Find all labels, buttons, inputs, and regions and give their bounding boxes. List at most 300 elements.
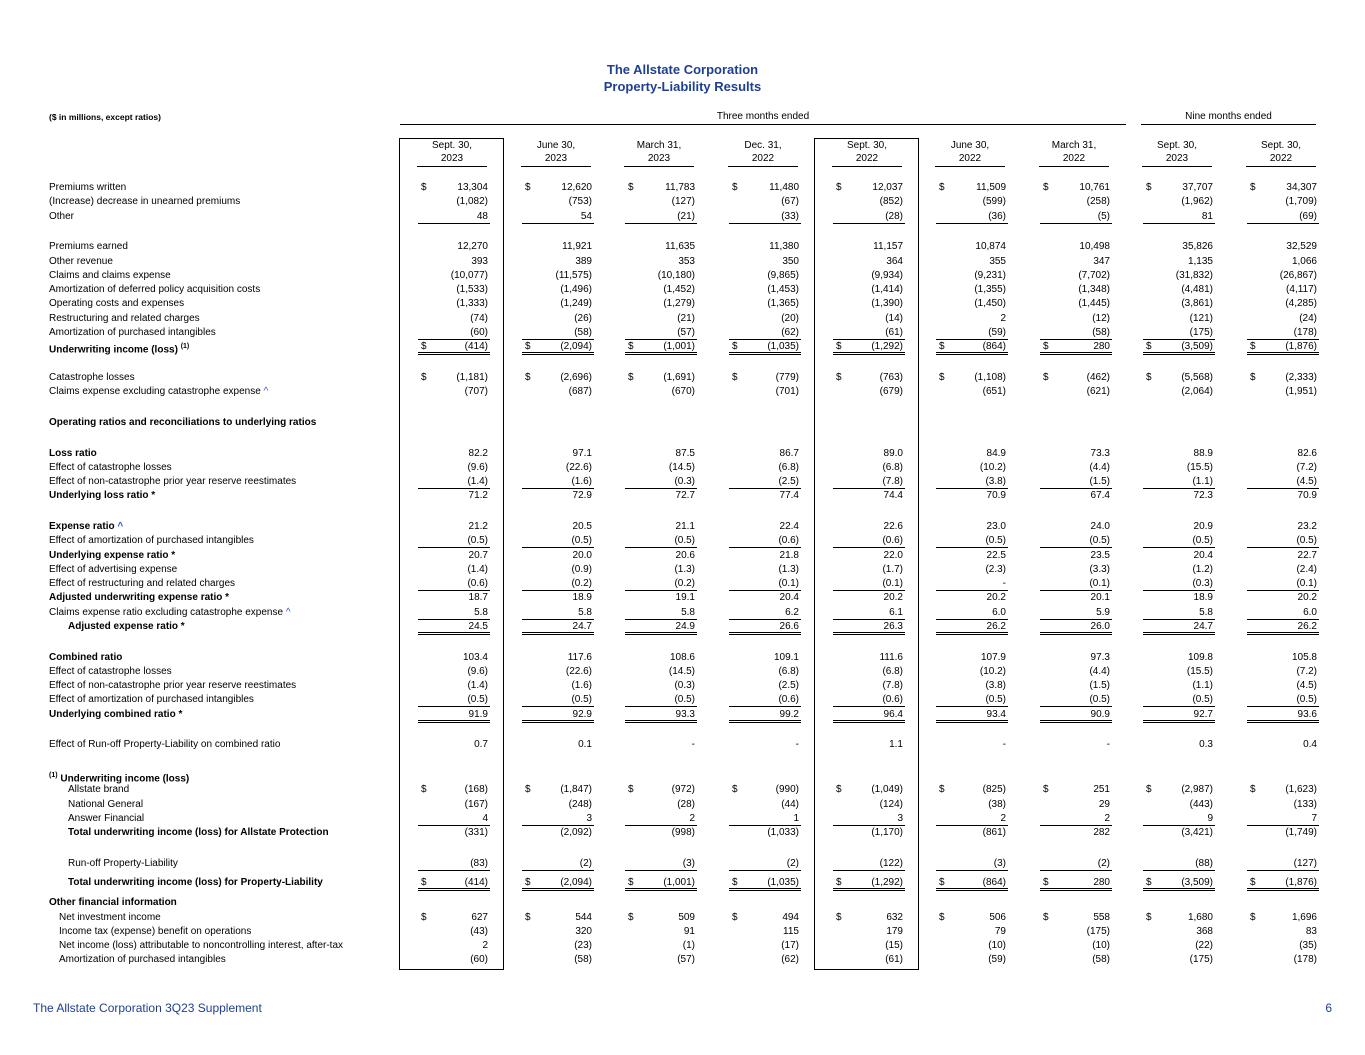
cell-value: 3 — [586, 813, 592, 824]
row-label — [49, 549, 175, 562]
table-cell — [729, 195, 801, 208]
table-cell — [1143, 606, 1215, 620]
table-cell — [936, 489, 1008, 502]
table-row — [0, 798, 1365, 812]
table-cell — [729, 312, 801, 325]
table-cell — [418, 826, 490, 839]
cell-value: 26.2 — [1297, 621, 1317, 632]
dollar-sign: $ — [836, 784, 842, 795]
table-cell — [833, 385, 905, 398]
cell-value: (679) — [879, 386, 903, 397]
table-cell — [1247, 651, 1319, 664]
cell-value: (62) — [781, 954, 799, 965]
table-cell — [936, 340, 1008, 355]
cell-value: 92.7 — [1193, 709, 1213, 720]
table-cell — [522, 447, 594, 460]
row-label — [49, 896, 177, 909]
row-label-text: Answer Financial — [68, 813, 145, 824]
row-label — [59, 911, 161, 924]
table-cell — [1143, 708, 1215, 723]
row-label-text: Underlying combined ratio * — [49, 709, 183, 720]
cell-value: (0.1) — [1089, 578, 1110, 589]
table-cell — [729, 326, 801, 340]
table-cell — [1247, 269, 1319, 282]
table-cell — [1247, 925, 1319, 938]
cell-value: 22.7 — [1297, 550, 1317, 561]
table-cell — [625, 240, 697, 253]
table-row — [0, 195, 1365, 209]
cell-value: (178) — [1293, 327, 1317, 338]
cell-value: (0.3) — [1192, 578, 1213, 589]
cell-value: (127) — [1293, 858, 1317, 869]
row-label-text: Net income (loss) attributable to noncontrolling interest, after-tax — [59, 940, 344, 951]
table-cell — [522, 255, 594, 268]
cell-value: (1,623) — [1285, 784, 1317, 795]
cell-value: 18.7 — [468, 592, 488, 603]
row-label — [49, 489, 155, 502]
row-label-text: Underwriting income (loss) — [49, 344, 178, 356]
table-cell — [1040, 857, 1112, 871]
cell-value: (2.5) — [778, 680, 799, 691]
cell-value: (6.8) — [778, 666, 799, 677]
cell-value: (1,348) — [1078, 284, 1110, 295]
group-three-months: Three months ended — [716, 111, 810, 122]
cell-value: 368 — [1196, 926, 1213, 937]
table-cell — [729, 693, 801, 707]
table-cell — [729, 371, 801, 384]
cell-value: 20.0 — [572, 550, 592, 561]
table-cell — [729, 665, 801, 678]
cell-value: (0.6) — [882, 535, 903, 546]
cell-value: (20) — [781, 313, 799, 324]
row-label — [49, 534, 254, 547]
cell-value: (178) — [1293, 954, 1317, 965]
group-nine-months: Nine months ended — [1185, 111, 1272, 122]
cell-value: (4,481) — [1181, 284, 1213, 295]
cell-value: (1,496) — [560, 284, 592, 295]
table-cell — [1143, 312, 1215, 325]
column-header-year: 2023 — [544, 153, 568, 164]
table-cell — [1143, 520, 1215, 533]
cell-value: 77.4 — [779, 490, 799, 501]
cell-value: (998) — [671, 827, 695, 838]
table-cell — [729, 738, 801, 751]
dollar-sign: $ — [628, 877, 634, 888]
table-cell — [1247, 708, 1319, 723]
table-cell — [1040, 812, 1112, 826]
row-label-text: Effect of non-catastrophe prior year reserve reestimates — [49, 476, 297, 487]
table-cell — [1247, 283, 1319, 296]
table-cell — [522, 549, 594, 562]
cell-value: (1.1) — [1192, 680, 1213, 691]
cell-value: 20.9 — [1193, 521, 1213, 532]
cell-value: 20.2 — [883, 592, 903, 603]
row-label-text: Amortization of deferred policy acquisition costs — [49, 284, 261, 295]
cell-value: (972) — [671, 784, 695, 795]
row-label — [49, 693, 254, 706]
table-cell — [1247, 447, 1319, 460]
table-cell — [729, 857, 801, 871]
column-header-period: Sept. 30, — [846, 140, 888, 151]
cell-value: 4 — [482, 813, 488, 824]
cell-value: (22.6) — [565, 666, 592, 677]
cell-value: (2) — [1097, 858, 1110, 869]
cell-value: (443) — [1189, 799, 1213, 810]
table-cell — [1143, 911, 1215, 924]
cell-value: (825) — [982, 784, 1006, 795]
table-row — [0, 925, 1365, 939]
cell-value: (14.5) — [668, 462, 695, 473]
table-row — [0, 606, 1365, 620]
cell-value: 6.2 — [785, 607, 799, 618]
table-cell — [1247, 620, 1319, 635]
cell-value: (258) — [1086, 196, 1110, 207]
table-cell — [1040, 195, 1112, 208]
table-cell — [1040, 371, 1112, 384]
cell-value: 2 — [482, 940, 488, 951]
cell-value: 11,635 — [665, 241, 695, 252]
column-header — [407, 139, 497, 167]
cell-value: (61) — [885, 954, 903, 965]
column-header — [511, 139, 601, 167]
cell-value: (3.8) — [985, 680, 1006, 691]
table-cell — [418, 385, 490, 398]
table-cell — [833, 738, 905, 751]
cell-value: 89.0 — [883, 448, 903, 459]
cell-value: 109.1 — [773, 652, 799, 663]
table-cell — [418, 812, 490, 826]
cell-value: (1,033) — [767, 827, 799, 838]
cell-value: (21) — [677, 211, 695, 222]
table-cell — [833, 371, 905, 384]
table-row — [0, 255, 1365, 269]
table-cell — [833, 340, 905, 355]
cell-value: (414) — [464, 341, 488, 352]
column-header — [822, 139, 912, 167]
row-label — [49, 461, 172, 474]
cell-value: 29 — [1098, 799, 1110, 810]
row-label-text: Operating ratios and reconciliations to underlying ratios — [49, 417, 317, 428]
cell-value: 22.0 — [883, 550, 903, 561]
cell-value: 87.5 — [675, 448, 695, 459]
table-row — [0, 896, 1365, 910]
dollar-sign: $ — [1043, 912, 1049, 923]
table-cell — [418, 738, 490, 751]
table-cell — [1040, 620, 1112, 635]
table-cell — [833, 783, 905, 796]
table-cell — [729, 783, 801, 796]
cell-value: 92.9 — [572, 709, 592, 720]
table-cell — [729, 385, 801, 398]
row-label — [49, 738, 280, 751]
table-cell — [1247, 826, 1319, 839]
cell-value: 54 — [580, 211, 592, 222]
cell-value: (22.6) — [565, 462, 592, 473]
cell-value: (0.9) — [571, 564, 592, 575]
table-cell — [1143, 283, 1215, 296]
table-cell — [1040, 563, 1112, 576]
table-cell — [625, 857, 697, 871]
table-cell — [625, 577, 697, 591]
cell-value: (0.5) — [1296, 694, 1317, 705]
table-cell — [522, 651, 594, 664]
cell-value: (651) — [982, 386, 1006, 397]
table-cell — [936, 240, 1008, 253]
column-header-rule — [521, 166, 591, 167]
cell-value: (10,180) — [657, 270, 695, 281]
table-cell — [418, 461, 490, 474]
table-cell — [833, 447, 905, 460]
dollar-sign: $ — [836, 877, 842, 888]
cell-value: (0.6) — [778, 694, 799, 705]
cell-value: (9,934) — [871, 270, 903, 281]
row-label — [49, 240, 128, 253]
table-cell — [418, 620, 490, 635]
table-cell — [1040, 255, 1112, 268]
table-cell — [729, 826, 801, 839]
table-cell — [522, 620, 594, 635]
table-cell — [1143, 340, 1215, 355]
cell-value: (864) — [982, 877, 1006, 888]
cell-value: 90.9 — [1090, 709, 1110, 720]
table-cell — [418, 534, 490, 548]
cell-value: (43) — [470, 926, 488, 937]
cell-value: (31,832) — [1175, 270, 1213, 281]
cell-value: (1,749) — [1285, 827, 1317, 838]
table-cell — [1143, 738, 1215, 751]
cell-value: (0.5) — [1089, 535, 1110, 546]
table-row — [0, 620, 1365, 634]
cell-value: (10) — [1092, 940, 1110, 951]
table-cell — [729, 939, 801, 952]
dollar-sign: $ — [421, 372, 427, 383]
table-cell — [833, 520, 905, 533]
column-header-rule — [1039, 166, 1109, 167]
table-cell — [625, 708, 697, 723]
row-label — [68, 876, 323, 889]
table-cell — [522, 679, 594, 692]
cell-value: (4.4) — [1089, 666, 1110, 677]
cell-value: 320 — [575, 926, 592, 937]
table-cell — [522, 783, 594, 796]
cell-value: (44) — [781, 799, 799, 810]
cell-value: 6.1 — [889, 607, 903, 618]
table-cell — [625, 606, 697, 620]
cell-value: (1.4) — [467, 680, 488, 691]
table-cell — [1143, 651, 1215, 664]
cell-value: (2,092) — [560, 827, 592, 838]
table-cell — [936, 693, 1008, 707]
table-cell — [1143, 210, 1215, 224]
cell-value: (6.8) — [778, 462, 799, 473]
table-cell — [625, 312, 697, 325]
table-cell — [833, 826, 905, 839]
cell-value: (0.1) — [882, 578, 903, 589]
column-header-rule — [728, 166, 798, 167]
cell-value: 12,620 — [561, 182, 592, 193]
table-cell — [1040, 953, 1112, 966]
table-row — [0, 577, 1365, 591]
table-row — [0, 181, 1365, 195]
table-cell — [625, 563, 697, 576]
table-cell — [729, 651, 801, 664]
cell-value: 20.5 — [572, 521, 592, 532]
cell-value: (599) — [982, 196, 1006, 207]
column-header-rule — [624, 166, 694, 167]
cell-value: 72.7 — [675, 490, 695, 501]
cell-value: (2.5) — [778, 476, 799, 487]
row-label-text: Other financial information — [49, 897, 177, 908]
cell-value: (0.2) — [571, 578, 592, 589]
table-cell — [936, 708, 1008, 723]
cell-value: (3) — [682, 858, 695, 869]
table-cell — [625, 283, 697, 296]
cell-value: 282 — [1093, 827, 1110, 838]
cell-value: (1,082) — [456, 196, 488, 207]
table-cell — [833, 665, 905, 678]
cell-value: 20.4 — [1193, 550, 1213, 561]
row-label — [49, 651, 122, 664]
cell-value: (121) — [1189, 313, 1213, 324]
table-row — [0, 693, 1365, 707]
row-label — [49, 708, 182, 721]
table-cell — [625, 620, 697, 635]
cell-value: 18.9 — [572, 592, 592, 603]
cell-value: (0.1) — [778, 578, 799, 589]
dollar-sign: $ — [836, 341, 842, 352]
table-cell — [936, 269, 1008, 282]
cell-value: (1,333) — [456, 298, 488, 309]
table-cell — [936, 665, 1008, 678]
cell-value: (58) — [574, 327, 592, 338]
cell-value: (36) — [988, 211, 1006, 222]
row-label — [49, 269, 171, 282]
table-cell — [625, 371, 697, 384]
page-number: 6 — [1325, 1001, 1332, 1015]
table-cell — [625, 181, 697, 194]
cell-value: (0.6) — [882, 694, 903, 705]
table-cell — [1040, 489, 1112, 502]
cell-value: (1,452) — [663, 284, 695, 295]
dollar-sign: $ — [1250, 877, 1256, 888]
cell-value: (59) — [988, 954, 1006, 965]
table-cell — [1040, 549, 1112, 562]
cell-value: 544 — [575, 912, 592, 923]
cell-value: (9.6) — [467, 666, 488, 677]
row-label — [49, 447, 97, 460]
table-cell — [418, 651, 490, 664]
row-label — [68, 783, 129, 796]
cell-value: 2 — [689, 813, 695, 824]
table-cell — [418, 679, 490, 692]
dollar-sign: $ — [628, 372, 634, 383]
cell-value: 105.8 — [1291, 652, 1317, 663]
table-row — [0, 549, 1365, 563]
cell-value: 1.1 — [889, 739, 903, 750]
cell-value: (3,861) — [1181, 298, 1213, 309]
cell-value: 48 — [476, 211, 488, 222]
cell-value: (2) — [579, 858, 592, 869]
cell-value: 11,380 — [769, 241, 799, 252]
cell-value: 93.4 — [986, 709, 1006, 720]
table-cell — [1040, 340, 1112, 355]
table-cell — [833, 939, 905, 952]
table-cell — [1040, 326, 1112, 340]
cell-value: (15) — [885, 940, 903, 951]
table-cell — [936, 461, 1008, 474]
table-cell — [729, 534, 801, 548]
table-cell — [729, 708, 801, 723]
cell-value: (60) — [470, 954, 488, 965]
table-cell — [1143, 563, 1215, 576]
table-cell — [1247, 475, 1319, 489]
table-cell — [833, 475, 905, 489]
dollar-sign: $ — [1250, 912, 1256, 923]
cell-value: (67) — [781, 196, 799, 207]
cell-value: 6.0 — [992, 607, 1006, 618]
column-header-period: Dec. 31, — [744, 140, 782, 151]
row-label-text: Other — [49, 211, 75, 222]
table-cell — [1143, 826, 1215, 839]
table-cell — [418, 240, 490, 253]
table-cell — [1143, 812, 1215, 826]
row-label-text: Premiums written — [49, 182, 127, 193]
table-cell — [1040, 826, 1112, 839]
column-header-year: 2022 — [1269, 153, 1293, 164]
row-label — [49, 520, 123, 533]
table-row — [0, 475, 1365, 489]
cell-value: (9.6) — [467, 462, 488, 473]
cell-value: 70.9 — [986, 490, 1006, 501]
cell-value: - — [1002, 578, 1006, 589]
dollar-sign: $ — [628, 912, 634, 923]
table-cell — [936, 195, 1008, 208]
cell-value: (57) — [677, 327, 695, 338]
cell-value: (1.4) — [467, 476, 488, 487]
dollar-sign: $ — [1250, 341, 1256, 352]
cell-value: (701) — [775, 386, 799, 397]
table-cell — [1143, 461, 1215, 474]
table-cell — [833, 297, 905, 310]
cell-value: 82.6 — [1297, 448, 1317, 459]
cell-value: (62) — [781, 327, 799, 338]
cell-value: 86.7 — [779, 448, 799, 459]
cell-value: 393 — [471, 256, 488, 267]
table-cell — [418, 549, 490, 562]
cell-value: (17) — [781, 940, 799, 951]
table-row — [0, 563, 1365, 577]
row-label — [68, 857, 178, 870]
cell-value: 1,680 — [1187, 912, 1213, 923]
cell-value: 2 — [1104, 813, 1110, 824]
table-cell — [1143, 181, 1215, 194]
column-header-period: March 31, — [1051, 140, 1097, 151]
cell-value: 74.4 — [883, 490, 903, 501]
cell-value: (133) — [1293, 799, 1317, 810]
table-cell — [1040, 577, 1112, 591]
cell-value: 10,761 — [1079, 182, 1110, 193]
cell-value: 23.2 — [1297, 521, 1317, 532]
table-cell — [833, 591, 905, 604]
table-cell — [1040, 693, 1112, 707]
dollar-sign: $ — [1146, 912, 1152, 923]
cell-value: (1,049) — [871, 784, 903, 795]
cell-value: 73.3 — [1090, 448, 1110, 459]
table-cell — [418, 340, 490, 355]
table-cell — [833, 693, 905, 707]
cell-value: (1,035) — [767, 877, 799, 888]
column-header — [1029, 139, 1119, 167]
